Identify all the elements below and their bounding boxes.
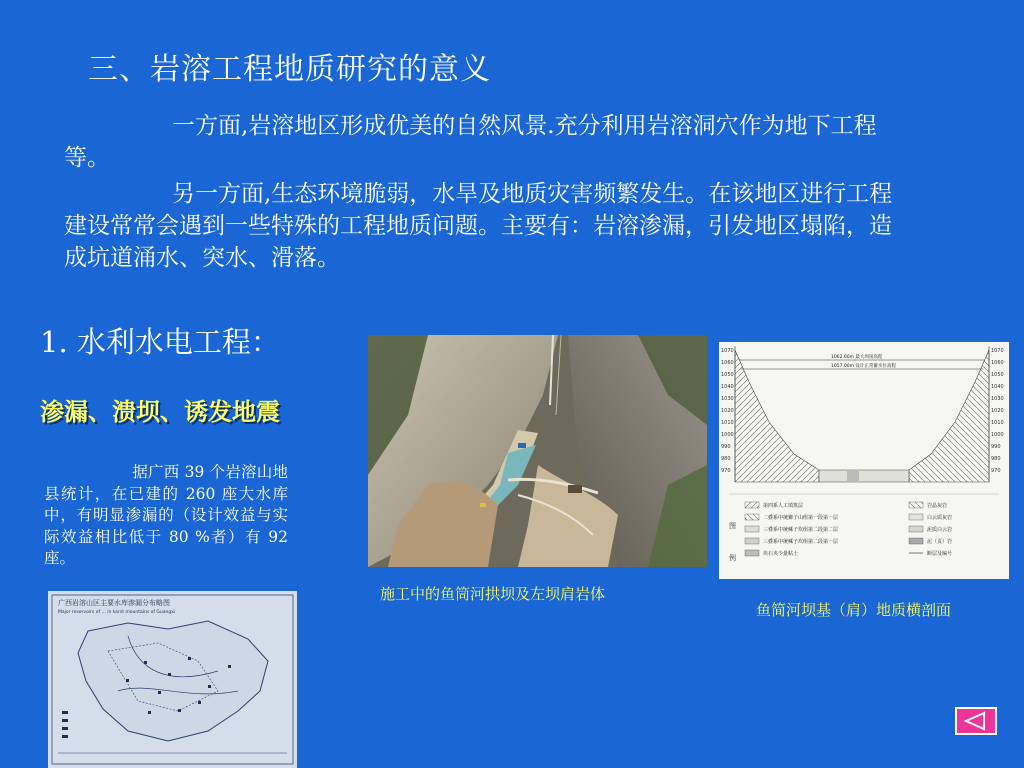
legend-item-5: 块石夹少量粘土	[763, 551, 799, 557]
back-button[interactable]	[955, 707, 997, 735]
left-axis-1040: 1040	[721, 384, 734, 390]
paragraph-one-text: 一方面,岩溶地区形成优美的自然风景.充分利用岩溶洞穴作为地下工程等。	[64, 113, 877, 171]
back-triangle-icon	[957, 709, 995, 733]
left-axis-1070: 1070	[721, 348, 734, 354]
dam-crest-label: 1062.60m 最大坝顶高程	[831, 355, 883, 360]
legend-item-9: 泥（页）岩	[927, 539, 953, 545]
section-heading: 1. 水利水电工程：	[40, 325, 280, 359]
slide-title: 三、岩溶工程地质研究的意义	[88, 52, 491, 87]
cross-section-caption: 鱼简河坝基（肩）地质横剖面	[756, 601, 952, 619]
left-axis-990: 990	[721, 444, 731, 450]
right-axis-980: 980	[991, 456, 1001, 462]
paragraph-one	[64, 110, 894, 174]
left-axis-1050: 1050	[721, 372, 734, 378]
legend-item-4: 三叠系中统嵊子坎组第二段第一层	[763, 539, 839, 545]
right-axis-970: 970	[991, 468, 1001, 474]
right-axis-1030: 1030	[991, 396, 1004, 402]
geological-cross-section	[719, 342, 1009, 579]
right-axis-1070: 1070	[991, 348, 1004, 354]
water-level-label: 1057.00m 设计正常蓄水位高程	[831, 364, 896, 369]
legend-heading-bottom: 例	[729, 554, 736, 562]
right-axis-1060: 1060	[991, 360, 1004, 366]
left-axis-1010: 1010	[721, 420, 734, 426]
right-axis-1010: 1010	[991, 420, 1004, 426]
right-axis-1000: 1000	[991, 432, 1004, 438]
map-subtitle: Major reservoirs of ... in karst mountains of Guangxi	[58, 610, 176, 615]
statistic-paragraph	[44, 462, 288, 570]
legend-item-1: 第四系人工填筑层	[763, 503, 804, 509]
right-axis-990: 990	[991, 444, 1001, 450]
legend-item-6: 岩晶灰岩	[927, 503, 948, 509]
legend-item-10: 断层及编号	[927, 551, 953, 557]
left-axis-1000: 1000	[721, 432, 734, 438]
paragraph-two-text: 另一方面,生态环境脆弱，水旱及地质灾害频繁发生。在该地区进行工程建设常常会遇到一些特殊的工程地质问题。主要有：岩溶渗漏，引发地区塌陷，造成坑道涌水、突水、滑落。	[64, 181, 893, 271]
right-axis-1050: 1050	[991, 372, 1004, 378]
keywords-heading: 渗漏、溃坝、诱发地震	[40, 398, 280, 426]
map-title: 广西岩溶山区主要水库渗漏分布略图	[58, 599, 170, 607]
paragraph-two	[64, 178, 894, 274]
legend-heading-top: 图	[729, 522, 736, 530]
reservoir-leakage-map	[48, 591, 297, 768]
left-axis-1060: 1060	[721, 360, 734, 366]
legend-item-8: 泥质白云岩	[927, 527, 953, 533]
left-axis-980: 980	[721, 456, 731, 462]
photo-caption: 施工中的鱼筒河拱坝及左坝肩岩体	[380, 585, 606, 603]
legend-item-2: 二叠系中统狮子山组第一段第一层	[763, 515, 839, 521]
statistic-text: 据广西 39 个岩溶山地县统计，在已建的 260 座大水库中，有明显渗漏的（设计效益与实际效益相比低于 80 %者）有 92 座。	[44, 463, 288, 567]
left-axis-1030: 1030	[721, 396, 734, 402]
left-axis-970: 970	[721, 468, 731, 474]
legend-item-7: 白云质灰岩	[927, 515, 953, 521]
legend-item-3: 三叠系中统嵊子坎组第二段第二层	[763, 527, 839, 533]
right-axis-1020: 1020	[991, 408, 1004, 414]
right-axis-1040: 1040	[991, 384, 1004, 390]
left-axis-1020: 1020	[721, 408, 734, 414]
dam-construction-photo	[368, 335, 707, 567]
